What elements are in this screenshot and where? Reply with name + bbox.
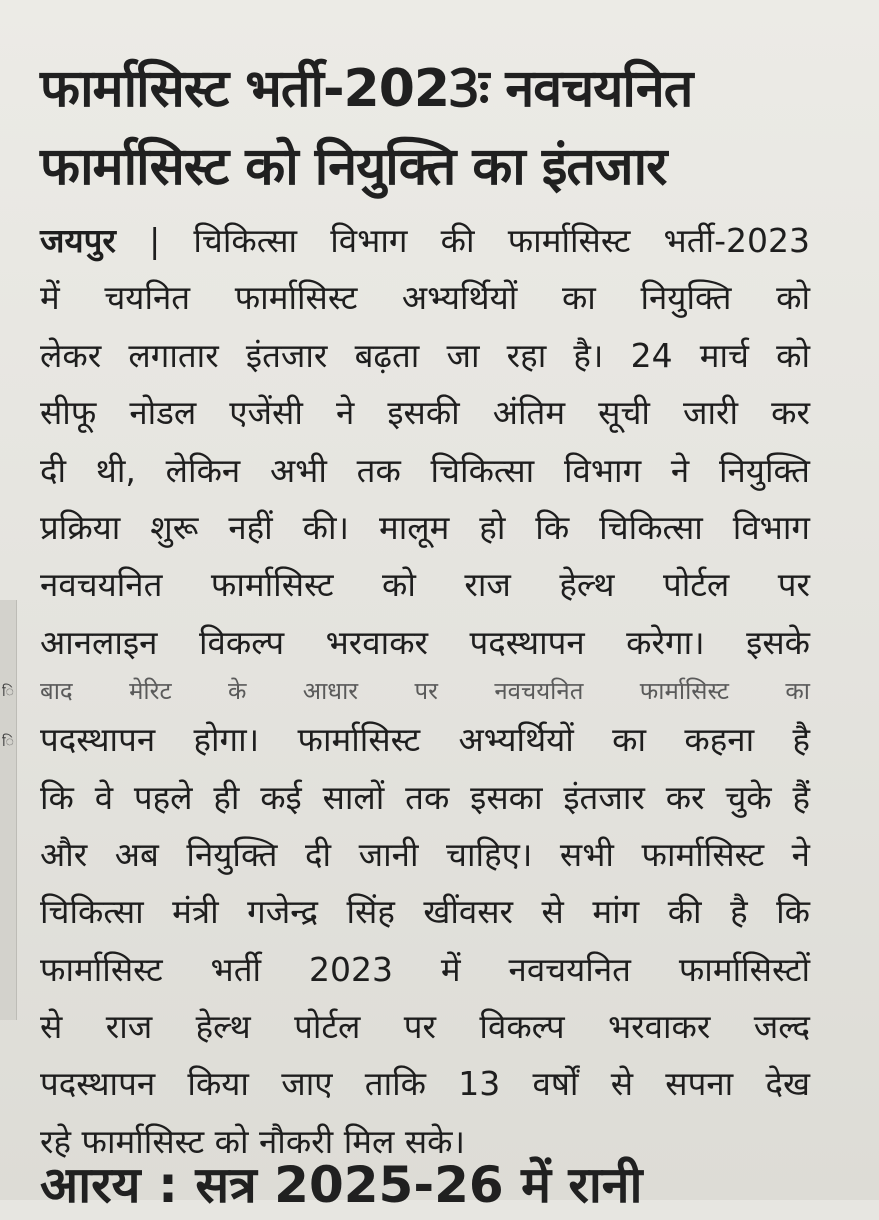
article-headline <box>40 50 840 206</box>
body-line: प्रक्रिया शुरू नहीं की। मालूम हो कि चिकित्सा विभाग <box>40 507 810 547</box>
headline-line: फार्मासिस्ट भर्ती-2023ः नवचयनित <box>40 59 693 119</box>
body-line: और अब नियुक्ति दी जानी चाहिए। सभी फार्मासिस्ट ने <box>40 834 810 874</box>
body-line: जयपुर | चिकित्सा विभाग की फार्मासिस्ट भर्ती-2023 <box>40 221 810 260</box>
article-body <box>40 212 810 1170</box>
headline-line: फार्मासिस्ट को नियुक्ति का इंतजार <box>40 137 667 197</box>
dateline: जयपुर <box>40 221 116 260</box>
body-line: पदस्थापन होगा। फार्मासिस्ट अभ्यर्थियों का कहना है <box>40 720 810 760</box>
adjacent-column-edge <box>0 600 17 1020</box>
edge-mark: ि <box>2 684 14 700</box>
body-line: रहे फार्मासिस्ट को नौकरी मिल सके। <box>40 1121 466 1161</box>
body-line: नवचयनित फार्मासिस्ट को राज हेल्थ पोर्टल पर <box>40 565 810 605</box>
body-line-text: चिकित्सा विभाग की फार्मासिस्ट भर्ती-2023 <box>193 221 810 260</box>
next-article-headline: आरय : सत्र 2025-26 में रानी <box>40 1156 643 1214</box>
body-line: पदस्थापन किया जाए ताकि 13 वर्षों से सपना देख <box>40 1064 810 1104</box>
body-line: से राज हेल्थ पोर्टल पर विकल्प भरवाकर जल्द <box>40 1007 810 1047</box>
body-line: कि वे पहले ही कई सालों तक इसका इंतजार कर चुके हैं <box>40 777 810 817</box>
body-line: दी थी, लेकिन अभी तक चिकित्सा विभाग ने नियुक्ति <box>40 450 810 490</box>
edge-mark: ि <box>2 734 14 750</box>
body-line: फार्मासिस्ट भर्ती 2023 में नवचयनित फार्मासिस्टों <box>40 949 810 989</box>
body-line: में चयनित फार्मासिस्ट अभ्यर्थियों का नियुक्ति को <box>40 278 810 318</box>
body-line-folded: बाद मेरिट के आधार पर नवचयनित फार्मासिस्ट का <box>40 677 810 706</box>
body-line: आनलाइन विकल्प भरवाकर पदस्थापन करेगा। इसके <box>40 622 810 662</box>
body-line: सीफू नोडल एजेंसी ने इसकी अंतिम सूची जारी कर <box>40 393 810 433</box>
body-line: चिकित्सा मंत्री गजेन्द्र सिंह खींवसर से मांग की है कि <box>40 892 810 932</box>
body-line: लेकर लगातार इंतजार बढ़ता जा रहा है। 24 मार्च को <box>40 335 810 375</box>
